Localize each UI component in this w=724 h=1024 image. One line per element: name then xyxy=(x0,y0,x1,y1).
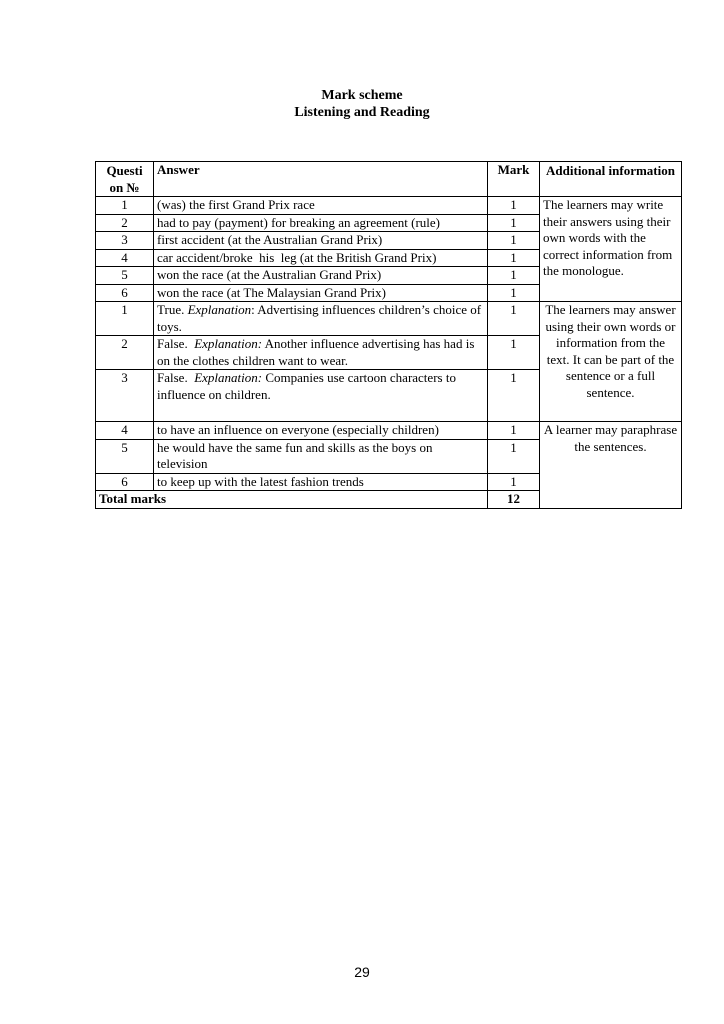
mark-cell: 1 xyxy=(488,284,540,302)
question-number: 4 xyxy=(96,249,154,267)
header-mark: Mark xyxy=(488,162,540,197)
total-value: 12 xyxy=(488,491,540,509)
question-number: 2 xyxy=(96,214,154,232)
mark-cell: 1 xyxy=(488,249,540,267)
answer-cell: to have an influence on everyone (especially children) xyxy=(154,422,488,440)
answer-explanation: Another influence advertising has had is on the clothes children want to wear. xyxy=(157,336,475,368)
explanation-label: Explanation: xyxy=(194,336,263,351)
info-reading-a: The learners may answer using their own words or information from the text. It can be part of the sentence or a full sentence. xyxy=(540,302,682,422)
answer-explanation: Companies use cartoon characters to influence on children. xyxy=(157,370,456,402)
answer-cell: won the race (at the Australian Grand Prix) xyxy=(154,267,488,285)
explanation-label: Explanation xyxy=(187,302,252,317)
answer-cell xyxy=(154,336,488,370)
page-subtitle: Listening and Reading xyxy=(294,105,430,120)
question-number: 5 xyxy=(96,267,154,285)
question-number: 3 xyxy=(96,232,154,250)
table-header-row xyxy=(96,162,682,197)
mark-cell: 1 xyxy=(488,214,540,232)
mark-cell: 1 xyxy=(488,439,540,473)
table-row xyxy=(96,197,682,215)
info-reading-b: A learner may paraphrase the sentences. xyxy=(540,422,682,509)
answer-verdict: False. xyxy=(157,370,195,385)
answer-cell xyxy=(154,370,488,422)
mark-cell: 1 xyxy=(488,267,540,285)
answer-cell: first accident (at the Australian Grand Prix) xyxy=(154,232,488,250)
answer-explanation: : Advertising influences children’s choice of toys. xyxy=(157,302,482,334)
question-number: 6 xyxy=(96,473,154,491)
mark-cell: 1 xyxy=(488,370,540,422)
answer-verdict: True. xyxy=(157,302,188,317)
question-number: 3 xyxy=(96,370,154,422)
mark-cell: 1 xyxy=(488,302,540,336)
header-question: Questi on № xyxy=(96,162,154,197)
answer-cell: to keep up with the latest fashion trends xyxy=(154,473,488,491)
question-number: 4 xyxy=(96,422,154,440)
question-number: 2 xyxy=(96,336,154,370)
mark-cell: 1 xyxy=(488,232,540,250)
question-number: 5 xyxy=(96,439,154,473)
answer-cell: won the race (at The Malaysian Grand Prix) xyxy=(154,284,488,302)
info-listening: The learners may write their answers using their own words with the correct information from the monologue. xyxy=(540,197,682,302)
mark-cell: 1 xyxy=(488,473,540,491)
mark-cell: 1 xyxy=(488,197,540,215)
page-title: Mark scheme xyxy=(321,88,403,103)
answer-verdict: False. xyxy=(157,336,195,351)
table-row xyxy=(96,422,682,440)
question-number: 1 xyxy=(96,197,154,215)
mark-cell: 1 xyxy=(488,422,540,440)
total-label: Total marks xyxy=(96,491,488,509)
answer-cell: car accident/broke his leg (at the British Grand Prix) xyxy=(154,249,488,267)
header-info: Additional information xyxy=(540,162,682,197)
answer-cell: (was) the first Grand Prix race xyxy=(154,197,488,215)
question-number: 6 xyxy=(96,284,154,302)
table-row xyxy=(96,302,682,336)
mark-cell: 1 xyxy=(488,336,540,370)
page-number: 29 xyxy=(354,964,370,980)
answer-cell xyxy=(154,302,488,336)
answer-cell: he would have the same fun and skills as the boys on television xyxy=(154,439,488,473)
question-number: 1 xyxy=(96,302,154,336)
header-answer: Answer xyxy=(154,162,488,197)
mark-scheme-table xyxy=(95,161,682,509)
explanation-label: Explanation: xyxy=(194,370,263,385)
answer-cell: had to pay (payment) for breaking an agreement (rule) xyxy=(154,214,488,232)
